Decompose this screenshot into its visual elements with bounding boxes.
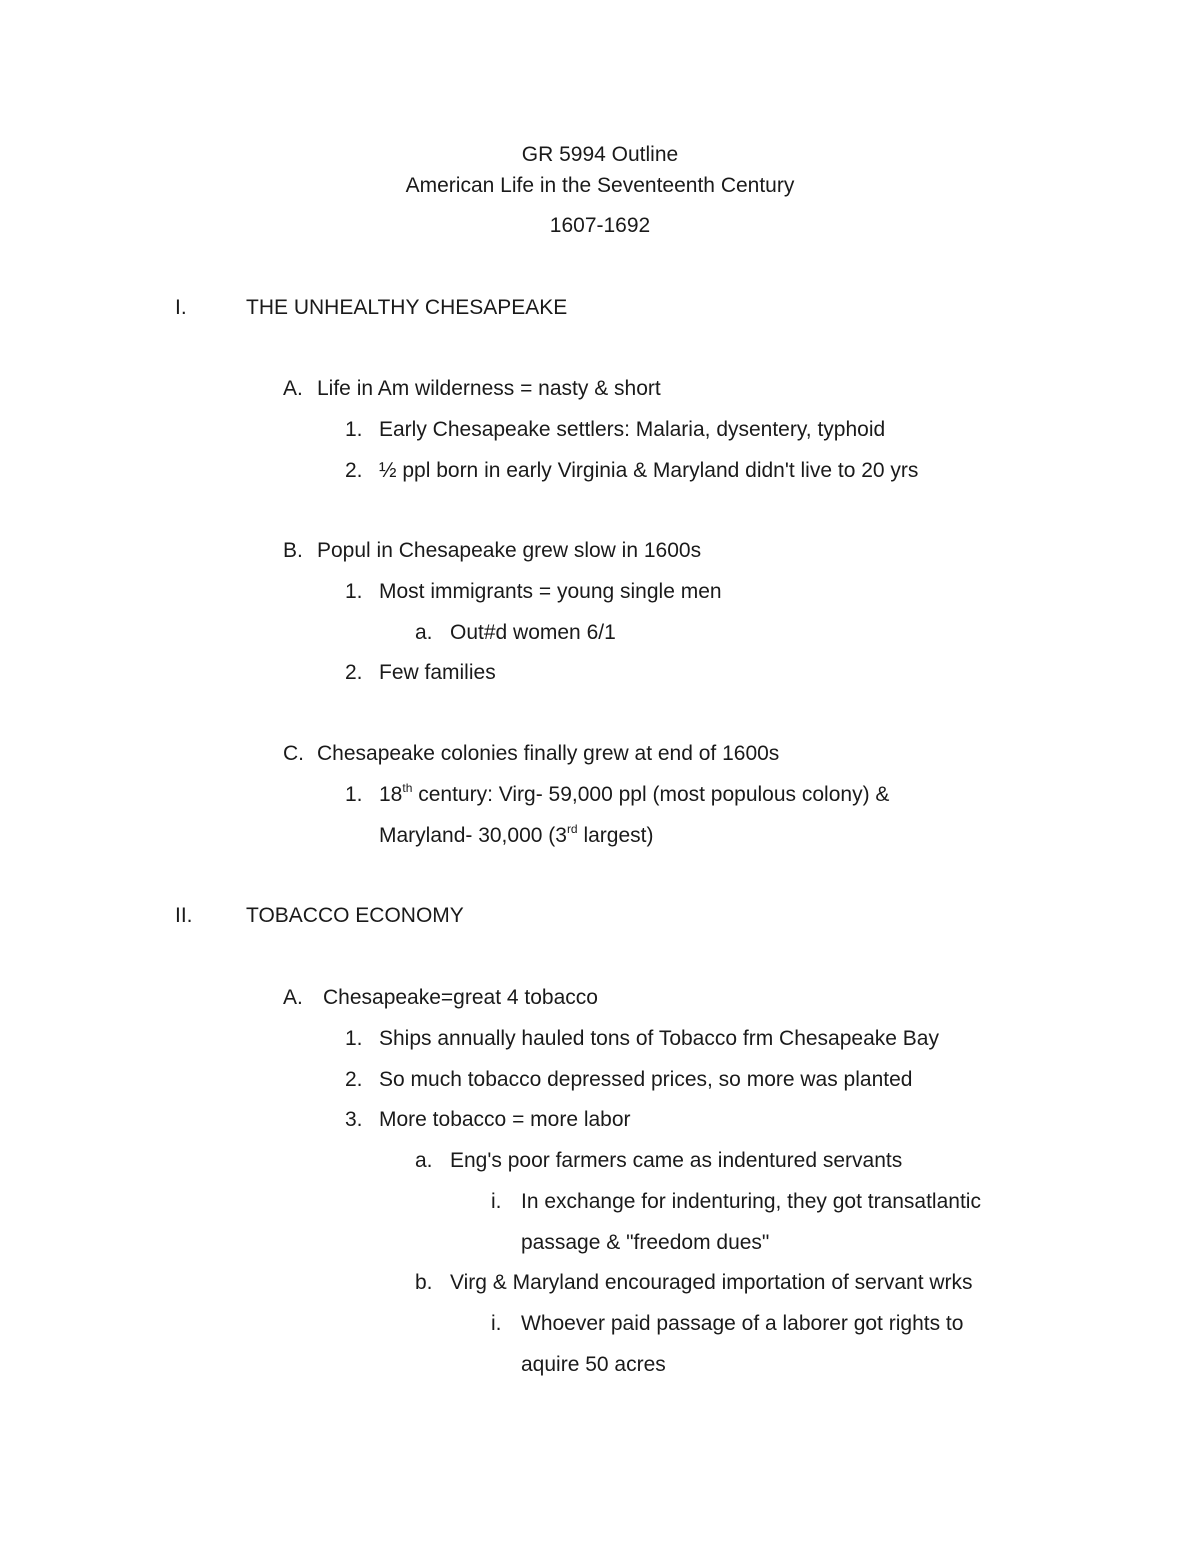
s2-a-3a-i-label: i. [491,1190,502,1213]
s1-b-2-label: 2. [345,661,363,684]
s1-c-1-number: 18 [379,783,403,806]
s2-a-3b-i-line2: aquire 50 acres [521,1353,666,1376]
s2-a-1-text: Ships annually hauled tons of Tobacco frm Chesapeake Bay [379,1027,939,1050]
s2-a-label: A. [283,986,303,1009]
s1-b-1a-label: a. [415,621,433,644]
section-2-title: TOBACCO ECONOMY [246,904,464,927]
s1-c-1-rest: century: Virg- 59,000 ppl (most populous colony) & [412,783,890,806]
s2-a-3-text: More tobacco = more labor [379,1108,631,1131]
section-1-number: I. [175,296,187,319]
s1-a-1-text: Early Chesapeake settlers: Malaria, dysentery, typhoid [379,418,886,441]
s1-c-1-line2-ordinal: rd [566,822,578,836]
s1-a-2-label: 2. [345,459,363,482]
s2-a-3b-i-label: i. [491,1312,502,1335]
s1-c-1-ordinal: th [402,781,413,795]
s1-c-text: Chesapeake colonies finally grew at end of 1600s [317,742,780,765]
s1-b-1-text: Most immigrants = young single men [379,580,722,603]
doc-years: 1607-1692 [549,214,651,237]
s2-a-1-label: 1. [345,1027,363,1050]
s1-c-1-line2-start: Maryland- 30,000 (3 [379,824,567,847]
s1-b-1-label: 1. [345,580,363,603]
s2-a-2-label: 2. [345,1068,363,1091]
s2-a-3a-i-line1: In exchange for indenturing, they got transatlantic [521,1190,981,1213]
s1-c-1-line1 [379,782,889,808]
doc-title: GR 5994 Outline [521,143,679,166]
s1-b-1a-text: Out#d women 6/1 [450,621,616,644]
s1-c-1-label: 1. [345,783,363,806]
s2-a-3a-label: a. [415,1149,433,1172]
s1-a-2-text: ½ ppl born in early Virginia & Maryland didn't live to 20 yrs [379,459,919,482]
section-2-number: II. [175,904,193,927]
s1-a-label: A. [283,377,303,400]
s1-b-label: B. [283,539,303,562]
s2-a-2-text: So much tobacco depressed prices, so more was planted [379,1068,913,1091]
s2-a-text: Chesapeake=great 4 tobacco [323,986,598,1009]
s1-c-1-line2-end: largest) [577,824,654,847]
section-1-title: THE UNHEALTHY CHESAPEAKE [246,296,568,319]
s1-c-1-line2 [379,823,653,849]
s2-a-3a-text: Eng's poor farmers came as indentured servants [450,1149,903,1172]
s2-a-3b-label: b. [415,1271,433,1294]
s1-b-2-text: Few families [379,661,496,684]
s1-a-1-label: 1. [345,418,363,441]
s2-a-3a-i-line2: passage & "freedom dues" [521,1231,770,1254]
s2-a-3b-text: Virg & Maryland encouraged importation of servant wrks [450,1271,973,1294]
s1-a-text: Life in Am wilderness = nasty & short [317,377,661,400]
s2-a-3-label: 3. [345,1108,363,1131]
s1-b-text: Popul in Chesapeake grew slow in 1600s [317,539,702,562]
s1-c-label: C. [283,742,304,765]
doc-subtitle: American Life in the Seventeenth Century [405,174,795,197]
s2-a-3b-i-line1: Whoever paid passage of a laborer got rights to [521,1312,964,1335]
